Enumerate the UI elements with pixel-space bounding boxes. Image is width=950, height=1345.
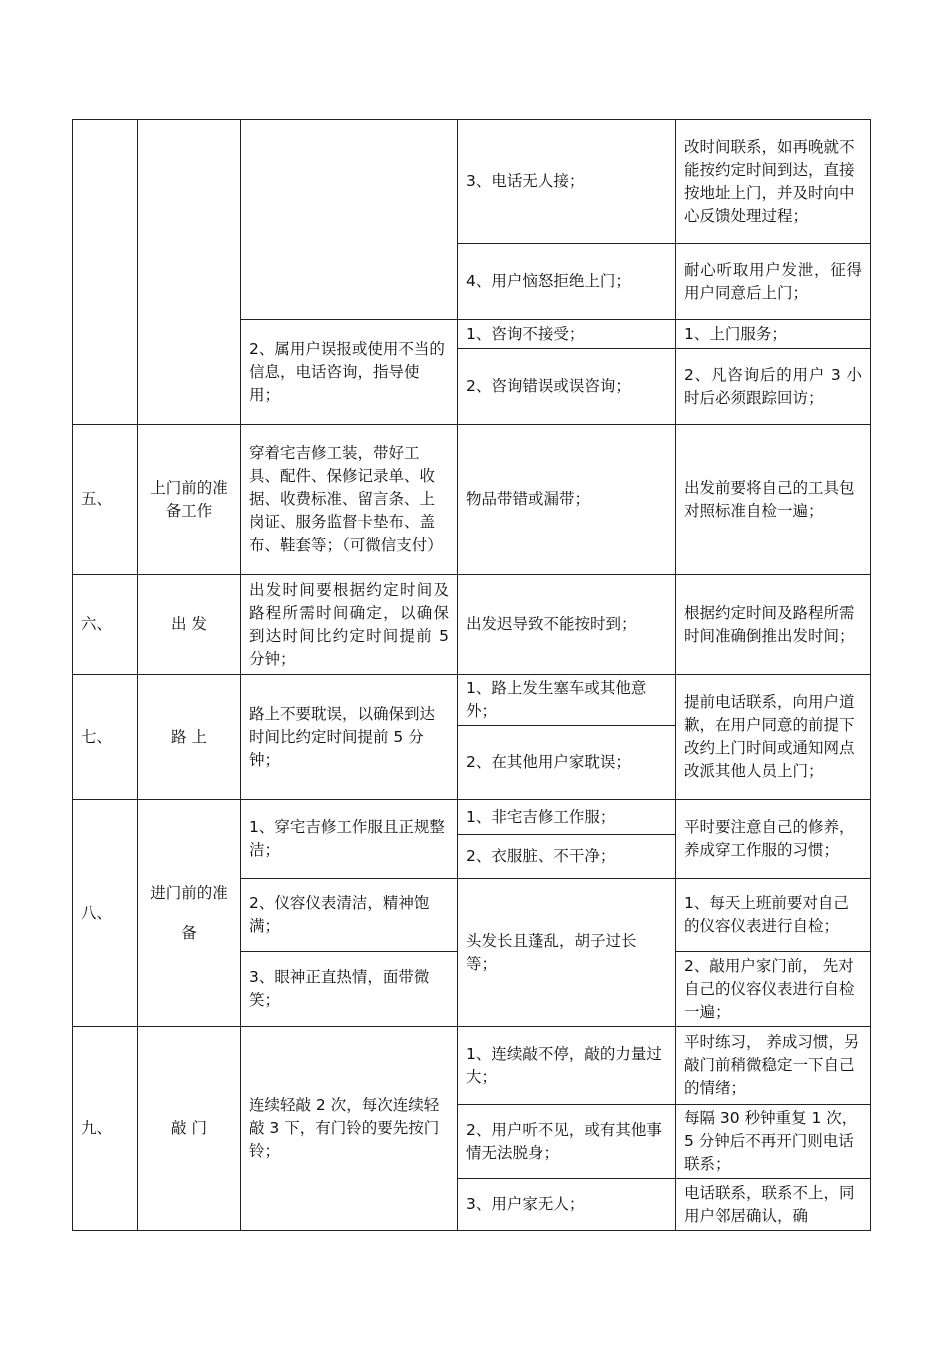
- section-name: 敲 门: [138, 1027, 241, 1231]
- table-row: [73, 675, 871, 726]
- standard-cell: 2、仪容仪表清洁，精神饱满；: [241, 879, 458, 952]
- section-number: 六、: [73, 575, 138, 675]
- solution-cell: 电话联系，联系不上，同用户邻居确认，确: [676, 1179, 871, 1231]
- problem-cell: 1、连续敲不停，敲的力量过大；: [458, 1027, 676, 1105]
- standard-cell: 1、穿宅吉修工作服且正规整洁；: [241, 800, 458, 879]
- problem-cell: 头发长且蓬乱，胡子过长等；: [458, 879, 676, 1027]
- section-number: 九、: [73, 1027, 138, 1231]
- table-row: [73, 1027, 871, 1105]
- standard-cell: 路上不要耽误，以确保到达时间比约定时间提前 5 分钟；: [241, 675, 458, 800]
- problem-cell: 物品带错或漏带；: [458, 425, 676, 575]
- solution-cell: 耐心听取用户发泄，征得用户同意后上门；: [676, 244, 871, 320]
- section-number: 五、: [73, 425, 138, 575]
- solution-cell: 2、凡咨询后的用户 3 小时后必须跟踪回访；: [676, 349, 871, 425]
- problem-cell: 1、非宅吉修工作服；: [458, 800, 676, 835]
- table-row: [73, 575, 871, 675]
- table-row: [73, 120, 871, 244]
- problem-cell: 1、路上发生塞车或其他意外；: [458, 675, 676, 726]
- problem-cell: 2、用户听不见，或有其他事情无法脱身；: [458, 1105, 676, 1179]
- problem-cell: 2、咨询错误或误咨询；: [458, 349, 676, 425]
- solution-cell: 根据约定时间及路程所需时间准确倒推出发时间；: [676, 575, 871, 675]
- solution-cell: 1、每天上班前要对自己的仪容仪表进行自检；: [676, 879, 871, 952]
- problem-cell: 出发迟导致不能按时到；: [458, 575, 676, 675]
- solution-cell: 每隔 30 秒钟重复 1 次， 5 分钟后不再开门则电话联系；: [676, 1105, 871, 1179]
- solution-cell: 1、上门服务；: [676, 320, 871, 349]
- section-number: 七、: [73, 675, 138, 800]
- standard-cell: 2、属用户误报或使用不当的信息，电话咨询，指导使用；: [241, 320, 458, 425]
- table-row: [73, 425, 871, 575]
- section-number: 八、: [73, 800, 138, 1027]
- solution-cell: 出发前要将自己的工具包对照标准自检一遍；: [676, 425, 871, 575]
- section-name: 路 上: [138, 675, 241, 800]
- section-name: 进门前的准备: [138, 800, 241, 1027]
- standard-cell: 出发时间要根据约定时间及路程所需时间确定，以确保到达时间比约定时间提前 5 分钟；: [241, 575, 458, 675]
- problem-cell: 4、用户恼怒拒绝上门；: [458, 244, 676, 320]
- problem-cell: 1、咨询不接受；: [458, 320, 676, 349]
- standard-cell: 3、眼神正直热情，面带微笑；: [241, 952, 458, 1027]
- solution-cell: 平时要注意自己的修养，养成穿工作服的习惯；: [676, 800, 871, 879]
- solution-cell: 提前电话联系，向用户道歉，在用户同意的前提下改约上门时间或通知网点改派其他人员上门；: [676, 675, 871, 800]
- solution-cell: 平时练习， 养成习惯，另敲门前稍微稳定一下自己的情绪；: [676, 1027, 871, 1105]
- section-name: 上门前的准备工作: [138, 425, 241, 575]
- standard-cell: 连续轻敲 2 次，每次连续轻敲 3 下，有门铃的要先按门铃；: [241, 1027, 458, 1231]
- problem-cell: 3、用户家无人；: [458, 1179, 676, 1231]
- problem-cell: 2、在其他用户家耽误；: [458, 726, 676, 800]
- problem-cell: 2、衣服脏、不干净；: [458, 835, 676, 879]
- solution-cell: 2、敲用户家门前， 先对自己的仪容仪表进行自检一遍；: [676, 952, 871, 1027]
- standard-cell: 穿着宅吉修工装，带好工具、配件、保修记录单、收据、收费标准、留言条、上岗证、服务监督卡垫布、盖布、鞋套等；（可微信支付）: [241, 425, 458, 575]
- section-name: 出 发: [138, 575, 241, 675]
- standard-cell: [241, 120, 458, 320]
- table-row: [73, 800, 871, 835]
- service-standard-table: [72, 119, 871, 1231]
- problem-cell: 3、电话无人接；: [458, 120, 676, 244]
- solution-cell: 改时间联系，如再晚就不能按约定时间到达，直接按地址上门，并及时向中心反馈处理过程；: [676, 120, 871, 244]
- section-name-cell: [138, 120, 241, 425]
- section-number-cell: [73, 120, 138, 425]
